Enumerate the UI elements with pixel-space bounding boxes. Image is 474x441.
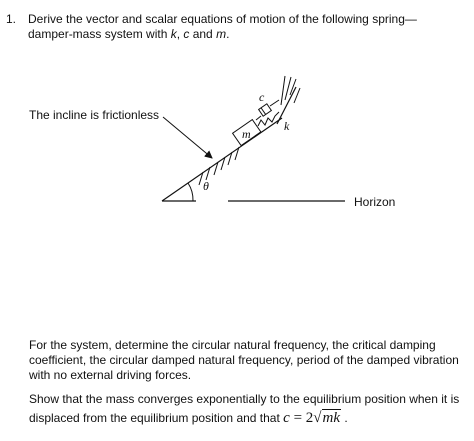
sqrt-symbol: √ — [313, 410, 322, 426]
horizon-label: Horizon — [354, 195, 396, 209]
damping-equation — [283, 409, 341, 426]
proof-end: . — [341, 411, 348, 425]
theta-label: θ — [203, 179, 209, 193]
question-line2-suffix: . — [226, 27, 230, 41]
question-number: 1. — [6, 12, 17, 26]
symbol-k: k — [170, 27, 177, 41]
incline-surface — [162, 118, 282, 201]
spring-label: k — [284, 119, 290, 133]
separator: , — [176, 27, 184, 41]
symbol-c: c — [183, 27, 190, 41]
equation-lhs: c — [283, 410, 290, 426]
proof-paragraph — [29, 390, 469, 428]
angle-arc — [188, 183, 193, 201]
incline-note: The incline is frictionless — [29, 108, 160, 122]
proof-text: Show that the mass converges exponentially to the equilibrium position when it is displaced from the equilibrium position and that — [29, 392, 460, 425]
question-line2-prefix: damper-mass system with — [28, 27, 171, 41]
wall-hatching — [281, 76, 300, 105]
damper-label: c — [259, 90, 265, 104]
separator: and — [189, 27, 217, 41]
task-paragraph: For the system, determine the circular natural frequency, the critical damping coefficient, the circular damped natural frequency, period of the damped vibration with no external driving forces. — [29, 338, 459, 382]
question-text-line1: Derive the vector and scalar equations of motion of the following spring— — [28, 12, 417, 26]
symbol-m: m — [216, 27, 227, 41]
equation-radicand: mk — [322, 410, 341, 426]
pointer-arrow — [163, 117, 212, 158]
mass-label: m — [242, 127, 251, 141]
equation-operator: = 2 — [289, 410, 314, 426]
